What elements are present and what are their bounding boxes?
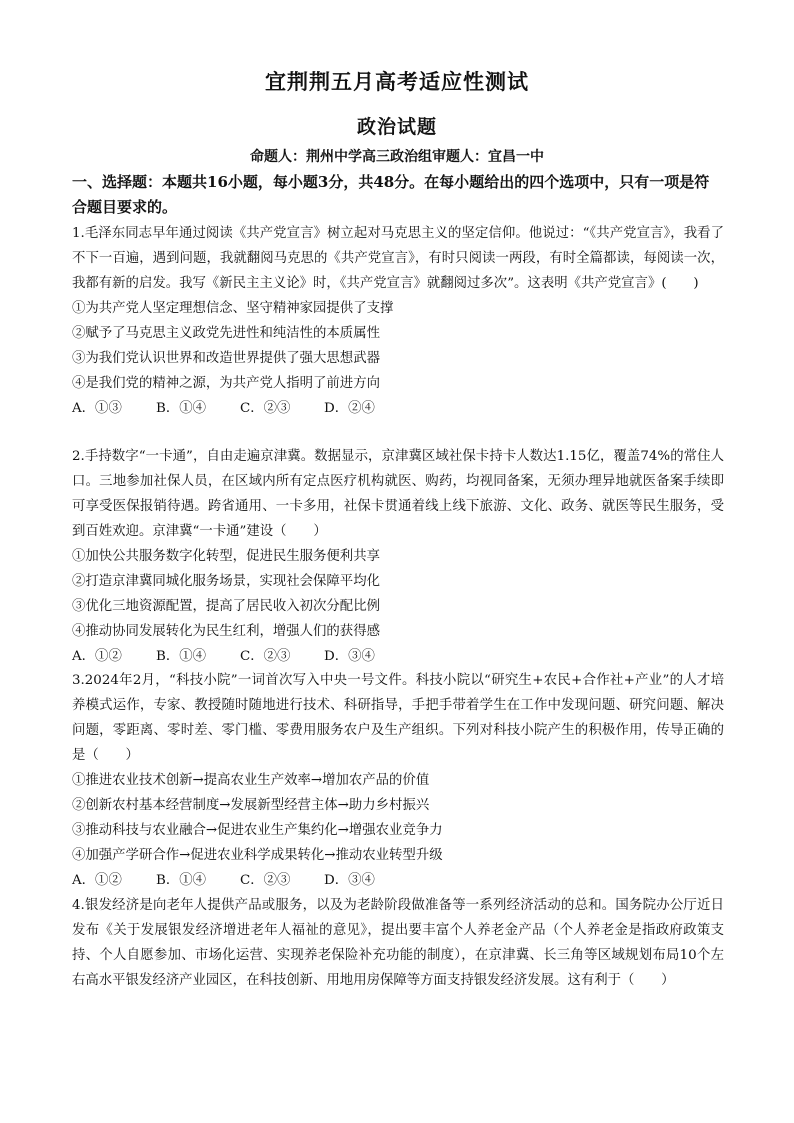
question-stem: 3.2024年2月，“科技小院”一词首次写入中央一号文件。科技小院以“研究生+农民+合作社+产业”的人才培养模式运作，专家、教授随时随地进行技术、科研指导，手把手带着学生在工作中发现问题、研究问题、解决问题，零距离、零时差、零门槛、零费用服务农户及生产组织。下列对科技小院产生的积极作用，传导正确的是（ ）	[72, 673, 724, 763]
choice-d[interactable]: D．③④	[324, 649, 375, 664]
statement-3: ③优化三地资源配置，提高了居民收入初次分配比例	[72, 599, 380, 614]
choice-c[interactable]: C．②③	[240, 649, 291, 664]
statement-3: ③为我们党认识世界和改造世界提供了强大思想武器	[72, 351, 380, 366]
choice-a[interactable]: A．①②	[72, 649, 122, 664]
choice-c[interactable]: C．②③	[240, 873, 291, 888]
choice-d[interactable]: D．③④	[324, 873, 375, 888]
statement-2: ②打造京津冀同城化服务场景，实现社会保障平均化	[72, 574, 380, 589]
subject-title: 政治试题	[356, 116, 437, 138]
statement-1: ①为共产党人坚定理想信念、坚守精神家园提供了支撑	[72, 301, 394, 316]
question-1	[72, 221, 724, 421]
statement-4: ④加强产学研合作→促进农业科学成果转化→推动农业转型升级	[72, 848, 443, 863]
exam-title: 宜荆荆五月高考适应性测试	[265, 69, 529, 94]
statement-2: ②赋予了马克思主义政党先进性和纯洁性的本质属性	[72, 326, 380, 341]
choice-a[interactable]: A．①③	[72, 401, 122, 416]
choice-c[interactable]: C．②③	[240, 401, 291, 416]
question-stem: 1.毛泽东同志早年通过阅读《共产党宣言》树立起对马克思主义的坚定信仰。他说过：“《共产党宣言》，我看了不下一百遍，遇到问题，我就翻阅马克思的《共产党宣言》，有时只阅读一两段，有时全篇都读，每阅读一次，我都有新的启发。我写《新民主主义论》时，《共产党宣言》就翻阅过多次”。这表明《共产党宣言》( )	[72, 226, 724, 291]
statement-4: ④推动协同发展转化为民生红利，增强人们的获得感	[72, 624, 380, 639]
answer-choices	[72, 644, 724, 669]
answer-choices	[72, 868, 724, 893]
choice-b[interactable]: B．①④	[156, 401, 207, 416]
author-line: 命题人：荆州中学高三政治组审题人：宜昌一中	[250, 149, 544, 165]
statement-1: ①加快公共服务数字化转型，促进民生服务便利共享	[72, 549, 380, 564]
choice-b[interactable]: B．①④	[156, 873, 207, 888]
question-3	[72, 668, 724, 893]
choice-b[interactable]: B．①④	[156, 649, 207, 664]
question-2	[72, 444, 724, 669]
section-heading: 一、选择题：本题共16小题，每小题3分，共48分。在每小题给出的四个选项中，只有一项是符合题目要求的。	[72, 173, 710, 216]
question-4	[72, 893, 724, 993]
statement-3: ③推动科技与农业融合→促进农业生产集约化→增强农业竞争力	[72, 823, 443, 838]
choice-a[interactable]: A．①②	[72, 873, 122, 888]
question-stem: 4.银发经济是向老年人提供产品或服务，以及为老龄阶段做准备等一系列经济活动的总和。国务院办公厅近日发布《关于发展银发经济增进老年人福祉的意见》，提出要丰富个人养老金产品（个人养老金是指政府政策支持、个人自愿参加、市场化运营、实现养老保险补充功能的制度），在京津冀、长三角等区域规划布局10个左右高水平银发经济产业园区，在科技创新、用地用房保障等方面支持银发经济发展。这有利于（ ）	[72, 898, 724, 988]
answer-choices	[72, 396, 724, 421]
statement-1: ①推进农业技术创新→提高农业生产效率→增加农产品的价值	[72, 773, 430, 788]
statement-4: ④是我们党的精神之源，为共产党人指明了前进方向	[72, 376, 380, 391]
question-stem: 2.手持数字“一卡通”，自由走遍京津冀。数据显示，京津冀区域社保卡持卡人数达1.15亿，覆盖74%的常住人口。三地参加社保人员，在区域内所有定点医疗机构就医、购药，均视同备案，无须办理异地就医备案手续即可享受医保报销待遇。跨省通用、一卡多用，社保卡贯通着线上线下旅游、文化、政务、就医等民生服务，受到百姓欢迎。京津冀“一卡通”建设（ ）	[72, 449, 724, 539]
statement-2: ②创新农村基本经营制度→发展新型经营主体→助力乡村振兴	[72, 798, 430, 813]
choice-d[interactable]: D．②④	[324, 401, 375, 416]
